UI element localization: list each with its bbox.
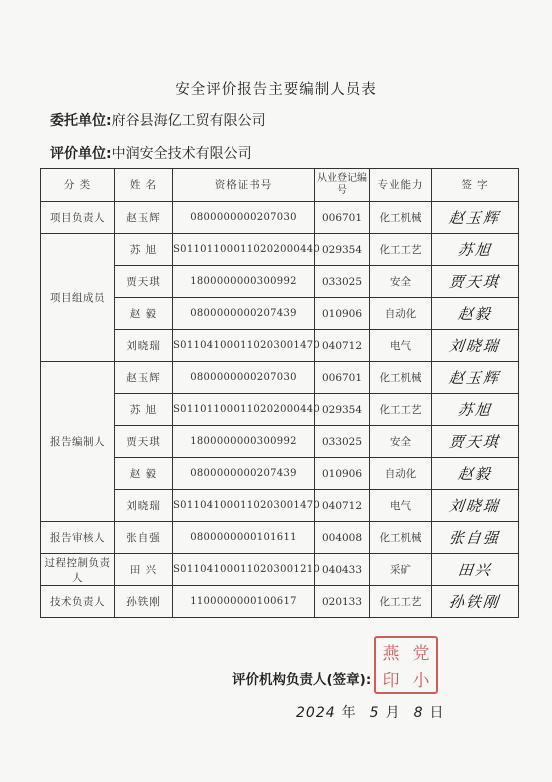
- evaluator-unit: [50, 143, 252, 163]
- table-row: [41, 522, 519, 554]
- cert-number: 0800000000207030: [173, 202, 315, 234]
- skill: 化工机械: [370, 202, 432, 234]
- evaluator-value: 中润安全技术有限公司: [111, 146, 252, 162]
- cert-number: 1800000000300992: [173, 266, 315, 298]
- header-name: 姓 名: [115, 169, 173, 202]
- signature-cell: [432, 554, 519, 586]
- date-year-unit: 年: [341, 705, 356, 721]
- date-day: 8: [413, 705, 424, 721]
- reg-number: 033025: [315, 426, 370, 458]
- date-year: 2024: [296, 705, 336, 721]
- group-report-reviewer: 报告审核人: [41, 522, 115, 554]
- cert-number: 0800000000207439: [173, 298, 315, 330]
- cert-number: 0800000000207439: [173, 458, 315, 490]
- sign-date: [296, 702, 457, 722]
- cert-number: S011011000110202000440: [173, 234, 315, 266]
- reg-number: 006701: [315, 362, 370, 394]
- signature-cell: [432, 202, 519, 234]
- header-reg: 从业登记编号: [315, 169, 370, 202]
- skill: 化工工艺: [370, 234, 432, 266]
- signature-cell: [432, 426, 519, 458]
- signature-cell: [432, 458, 519, 490]
- staff-name: 苏 旭: [115, 234, 173, 266]
- group-report-writers: 报告编制人: [41, 362, 115, 522]
- reg-number: 010906: [315, 298, 370, 330]
- group-project-lead: 项目负责人: [41, 202, 115, 234]
- client-value: 府谷县海亿工贸有限公司: [111, 113, 266, 129]
- handwritten-signature: 孙铁刚: [448, 593, 502, 611]
- skill: 安全: [370, 266, 432, 298]
- staff-name: 赵玉辉: [115, 202, 173, 234]
- evaluator-label: 评价单位:: [50, 146, 112, 162]
- signature-cell: [432, 330, 519, 362]
- seal-char: 党: [412, 644, 430, 664]
- cert-number: S011041000110203001470: [173, 330, 315, 362]
- skill: 化工工艺: [370, 394, 432, 426]
- cert-number: S011041000110203001470: [173, 490, 315, 522]
- skill: 化工工艺: [370, 586, 432, 618]
- handwritten-signature: 刘晓瑞: [448, 337, 502, 355]
- reg-number: 040433: [315, 554, 370, 586]
- handwritten-signature: 赵毅: [456, 305, 493, 323]
- group-process-control: 过程控制负责人: [41, 554, 115, 586]
- date-month-unit: 月: [385, 705, 400, 721]
- reg-number: 033025: [315, 266, 370, 298]
- handwritten-signature: 刘晓瑞: [448, 497, 502, 515]
- date-day-unit: 日: [429, 705, 444, 721]
- handwritten-signature: 张自强: [448, 529, 502, 547]
- header-category: 分 类: [41, 169, 115, 202]
- skill: 采矿: [370, 554, 432, 586]
- staff-name: 赵 毅: [115, 298, 173, 330]
- reg-number: 004008: [315, 522, 370, 554]
- skill: 安全: [370, 426, 432, 458]
- skill: 化工机械: [370, 362, 432, 394]
- signature-cell: [432, 234, 519, 266]
- skill: 自动化: [370, 458, 432, 490]
- handwritten-signature: 赵玉辉: [448, 209, 502, 227]
- date-month: 5: [369, 705, 380, 721]
- signature-cell: [432, 586, 519, 618]
- table-row: [41, 554, 519, 586]
- reg-number: 040712: [315, 330, 370, 362]
- staff-name: 贾天琪: [115, 266, 173, 298]
- group-project-team: 项目组成员: [41, 234, 115, 362]
- staff-name: 张自强: [115, 522, 173, 554]
- header-signature: 签 字: [432, 169, 519, 202]
- handwritten-signature: 赵玉辉: [448, 369, 502, 387]
- header-skill: 专业能力: [370, 169, 432, 202]
- staff-name: 刘晓瑞: [115, 330, 173, 362]
- signature-cell: [432, 394, 519, 426]
- signature-cell: [432, 266, 519, 298]
- header-cert: 资格证书号: [173, 169, 315, 202]
- handwritten-signature: 赵毅: [456, 465, 493, 483]
- signature-cell: [432, 490, 519, 522]
- signer-label: 评价机构负责人(签章):: [232, 672, 372, 688]
- staff-name: 刘晓瑞: [115, 490, 173, 522]
- table-row: [41, 362, 519, 394]
- skill: 化工机械: [370, 522, 432, 554]
- staff-name: 赵玉辉: [115, 362, 173, 394]
- skill: 电气: [370, 330, 432, 362]
- staff-name: 贾天琪: [115, 426, 173, 458]
- reg-number: 029354: [315, 394, 370, 426]
- group-tech-lead: 技术负责人: [41, 586, 115, 618]
- table-header-row: [41, 169, 519, 202]
- client-unit: [50, 110, 266, 130]
- table-row: [41, 586, 519, 618]
- cert-number: 0800000000101611: [173, 522, 315, 554]
- handwritten-signature: 田兴: [456, 561, 493, 579]
- skill: 自动化: [370, 298, 432, 330]
- red-seal-stamp: [374, 636, 438, 694]
- skill: 电气: [370, 490, 432, 522]
- staff-table: [40, 168, 519, 618]
- handwritten-signature: 苏旭: [456, 241, 493, 259]
- table-row: [41, 234, 519, 266]
- staff-name: 苏 旭: [115, 394, 173, 426]
- cert-number: S011011000110202000440: [173, 394, 315, 426]
- seal-char: 小: [412, 671, 430, 691]
- reg-number: 029354: [315, 234, 370, 266]
- cert-number: 1800000000300992: [173, 426, 315, 458]
- staff-name: 赵 毅: [115, 458, 173, 490]
- reg-number: 006701: [315, 202, 370, 234]
- signature-cell: [432, 522, 519, 554]
- reg-number: 010906: [315, 458, 370, 490]
- seal-char: 燕: [382, 644, 400, 664]
- cert-number: 0800000000207030: [173, 362, 315, 394]
- handwritten-signature: 苏旭: [456, 401, 493, 419]
- reg-number: 040712: [315, 490, 370, 522]
- reg-number: 020133: [315, 586, 370, 618]
- signature-cell: [432, 362, 519, 394]
- document-title: 安全评价报告主要编制人员表: [175, 82, 377, 98]
- seal-char: 印: [382, 671, 400, 691]
- signature-cell: [432, 298, 519, 330]
- table-row: [41, 202, 519, 234]
- cert-number: 1100000000100617: [173, 586, 315, 618]
- client-label: 委托单位:: [50, 113, 112, 129]
- staff-name: 孙铁刚: [115, 586, 173, 618]
- cert-number: S011041000110203001210: [173, 554, 315, 586]
- handwritten-signature: 贾天琪: [448, 273, 502, 291]
- staff-name: 田 兴: [115, 554, 173, 586]
- handwritten-signature: 贾天琪: [448, 433, 502, 451]
